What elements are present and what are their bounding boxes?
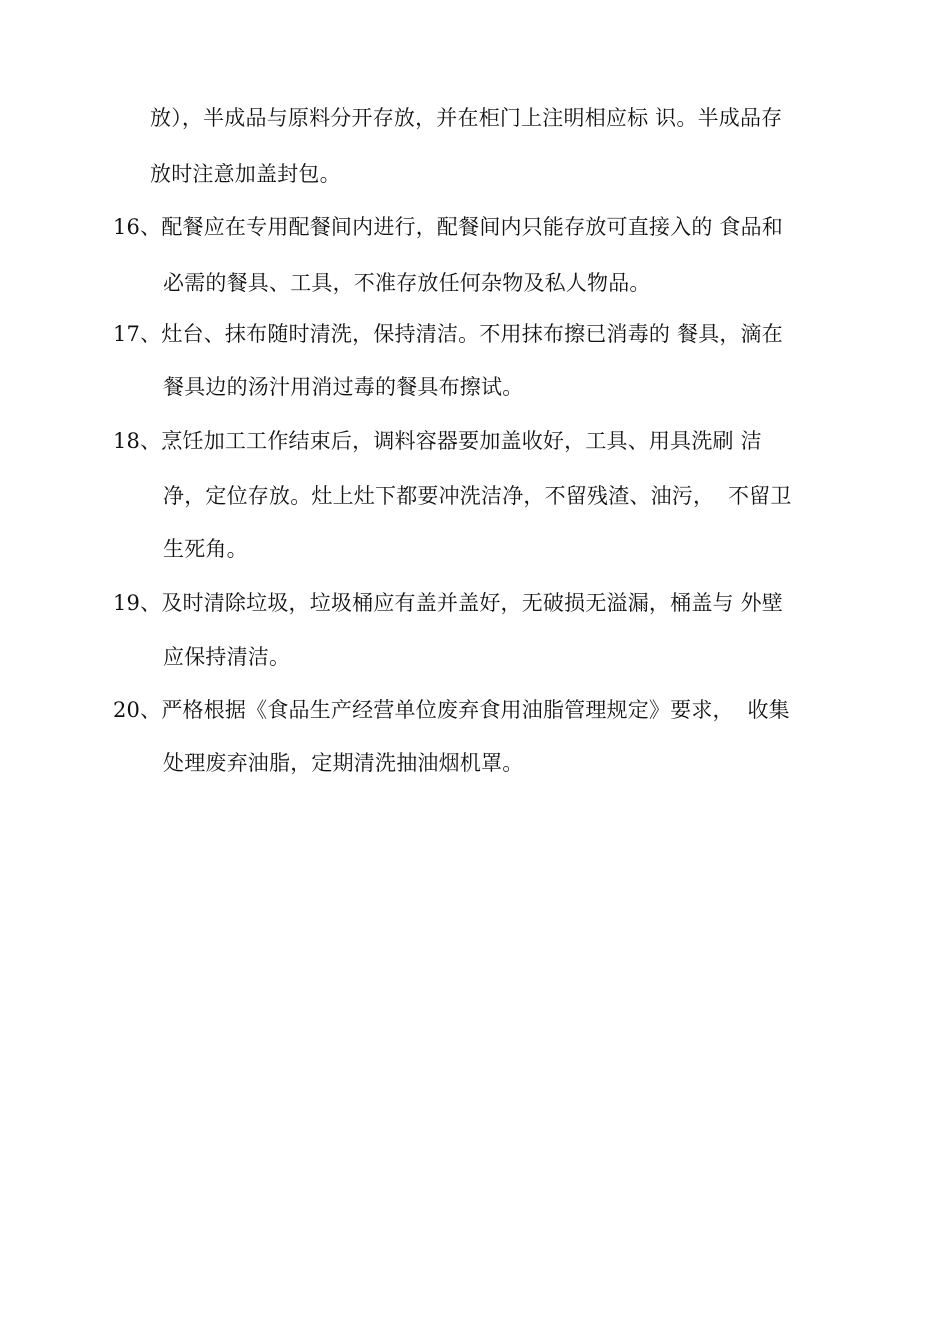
item-20-line-1: 20、严格根据《食品生产经营单位废弃食用油脂管理规定》要求， 收集 (113, 698, 790, 722)
item-19-line-1: 19、及时清除垃圾，垃圾桶应有盖并盖好，无破损无溢漏，桶盖与 外壁 (113, 591, 783, 615)
item-15-continuation-line-1: 放），半成品与原料分开存放，并在柜门上注明相应标 识。半成品存 (150, 106, 783, 130)
item-16-line-2: 必需的餐具、工具，不准存放任何杂物及私人物品。 (163, 271, 651, 295)
item-15-continuation-line-2: 放时注意加盖封包。 (150, 162, 341, 186)
item-17-line-1: 17、灶台、抹布随时清洗，保持清洁。不用抹布擦已消毒的 餐具，滴在 (113, 322, 783, 346)
item-18-line-2: 净，定位存放。灶上灶下都要冲洗洁净，不留残渣、油污， 不留卫 (163, 484, 792, 508)
item-16-line-1: 16、配餐应在专用配餐间内进行，配餐间内只能存放可直接入的 食品和 (113, 215, 783, 239)
item-19-line-2: 应保持清洁。 (163, 645, 291, 669)
item-17-line-2: 餐具边的汤汁用消过毒的餐具布擦试。 (163, 375, 524, 399)
item-18-line-3: 生死角。 (163, 537, 248, 561)
item-20-line-2: 处理废弃油脂，定期清洗抽油烟机罩。 (163, 751, 524, 775)
item-18-line-1: 18、烹饪加工工作结束后，调料容器要加盖收好，工具、用具洗刷 洁 (113, 429, 762, 453)
